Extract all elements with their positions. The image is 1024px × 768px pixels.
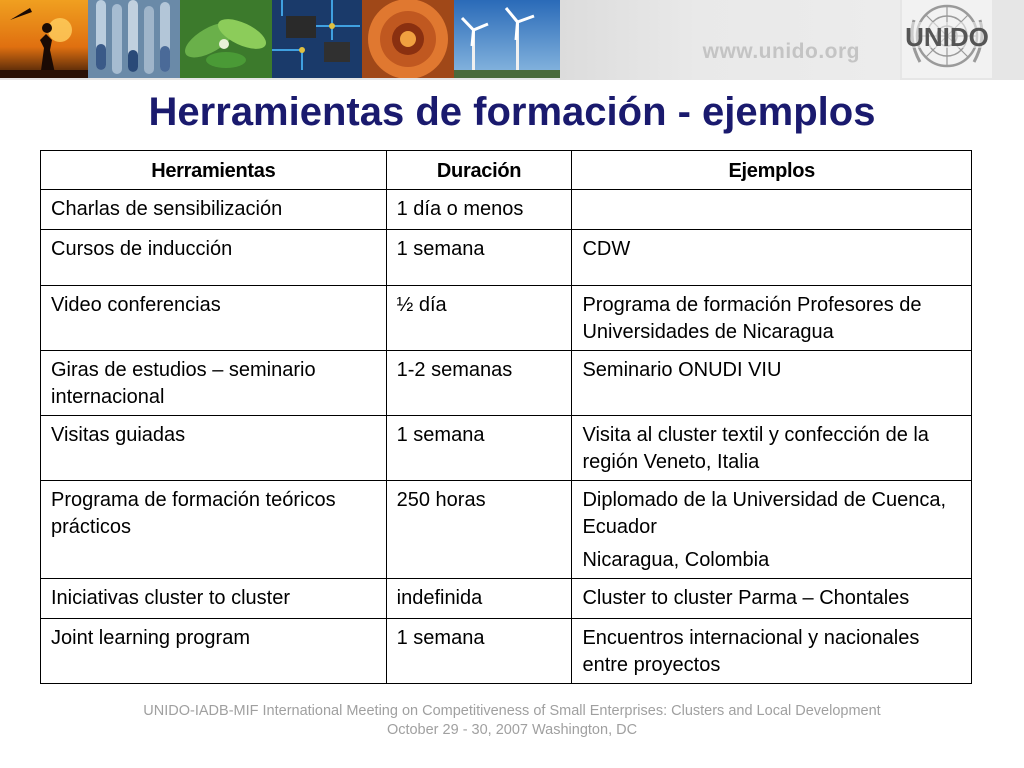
cell-duracion: 1 semana <box>386 619 572 684</box>
cell-ejemplos <box>572 230 972 286</box>
ejemplo-text: CDW <box>582 238 631 260</box>
banner-photo-flower <box>362 0 454 78</box>
cell-ejemplos <box>572 481 972 579</box>
cell-herramienta: Giras de estudios – seminario internacional <box>41 351 387 416</box>
ejemplo-text: Programa de formación Profesores de Universidades de Nicaragua <box>582 294 922 343</box>
training-tools-table <box>40 150 972 684</box>
column-header-duracion: Duración <box>386 151 572 190</box>
table-header-row <box>41 151 972 190</box>
footer-meeting-line: UNIDO-IADB-MIF International Meeting on Competitiveness of Small Enterprises: Clusters and Local Development <box>143 703 881 719</box>
cell-duracion: 250 horas <box>386 481 572 579</box>
banner-photo-test-tubes <box>88 0 180 78</box>
ejemplo-text: Cluster to cluster Parma – Chontales <box>582 587 910 609</box>
table-row <box>41 481 972 579</box>
banner-photo-wind-turbines <box>454 0 560 78</box>
ejemplo-text: Encuentros internacional y nacionales entre proyectos <box>582 627 920 676</box>
unido-logo-text: UNIDO <box>905 22 989 52</box>
cell-herramienta: Charlas de sensibilización <box>41 190 387 230</box>
cell-duracion: 1-2 semanas <box>386 351 572 416</box>
table-row <box>41 619 972 684</box>
cell-ejemplos <box>572 190 972 230</box>
ejemplo-text: Diplomado de la Universidad de Cuenca, Ecuador <box>582 489 947 538</box>
cell-duracion: indefinida <box>386 579 572 619</box>
cell-herramienta: Video conferencias <box>41 286 387 351</box>
cell-duracion: 1 semana <box>386 230 572 286</box>
cell-ejemplos <box>572 619 972 684</box>
cell-herramienta: Cursos de inducción <box>41 230 387 286</box>
table-row <box>41 416 972 481</box>
banner-photo-plant <box>180 0 272 78</box>
page-title: Herramientas de formación - ejemplos <box>148 90 876 134</box>
cell-ejemplos <box>572 579 972 619</box>
cell-ejemplos <box>572 351 972 416</box>
cell-duracion: ½ día <box>386 286 572 351</box>
cell-herramienta: Joint learning program <box>41 619 387 684</box>
cell-duracion: 1 semana <box>386 416 572 481</box>
column-header-herramientas: Herramientas <box>41 151 387 190</box>
cell-herramienta: Programa de formación teóricos prácticos <box>41 481 387 579</box>
banner-photo-sunset <box>0 0 88 78</box>
table-row <box>41 579 972 619</box>
table-row <box>41 230 972 286</box>
column-header-ejemplos: Ejemplos <box>572 151 972 190</box>
cell-duracion: 1 día o menos <box>386 190 572 230</box>
ejemplo-text: Nicaragua, Colombia <box>582 549 770 571</box>
un-emblem-icon <box>902 0 992 78</box>
ejemplo-text: Visita al cluster textil y confección de la región Veneto, Italia <box>582 424 929 473</box>
table-row <box>41 351 972 416</box>
website-url: www.unido.org <box>702 40 860 63</box>
table-row <box>41 286 972 351</box>
ejemplo-text: Seminario ONUDI VIU <box>582 359 782 381</box>
header-banner <box>0 0 1024 80</box>
footer-date-line: October 29 - 30, 2007 Washington, DC <box>386 722 638 738</box>
cell-ejemplos <box>572 286 972 351</box>
cell-herramienta: Iniciativas cluster to cluster <box>41 579 387 619</box>
unido-logo <box>902 0 992 78</box>
cell-herramienta: Visitas guiadas <box>41 416 387 481</box>
cell-ejemplos <box>572 416 972 481</box>
banner-photo-circuit <box>272 0 362 78</box>
footer <box>0 702 1024 740</box>
table-row <box>41 190 972 230</box>
